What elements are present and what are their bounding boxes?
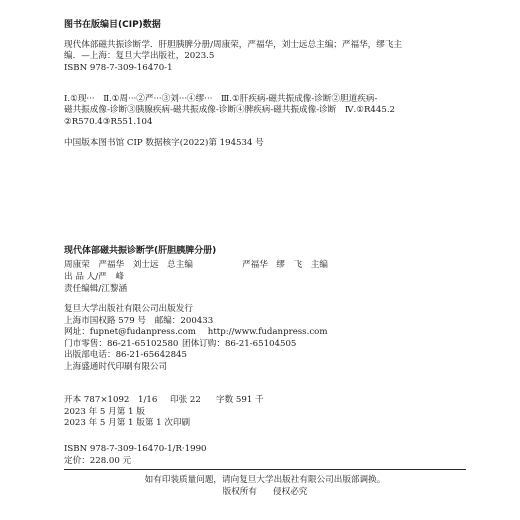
price: 定价：228.00 元 (64, 455, 132, 466)
publisher-info (64, 304, 476, 374)
author-row (64, 260, 476, 272)
group-order-phone: 团体订购：86-21-65104505 (182, 338, 297, 349)
book-credits (64, 260, 476, 296)
book-format: 开本 787×1092 1/16 (64, 395, 158, 405)
publisher-phone: 出版部电话：86-21-65642845 (64, 350, 187, 361)
cip-heading: 图书在版编目(CIP)数据 (64, 20, 161, 30)
producer-name: 严 峰 (98, 272, 124, 282)
footer-divider (64, 469, 466, 470)
cip-check-number: 中国版本图书馆 CIP 数据核字(2022)第 194534 号 (64, 138, 264, 148)
producer-label: 出 品 人/ (64, 272, 99, 282)
cip-line: 编．—上海：复旦大学出版社，2023.5 (64, 51, 215, 62)
cip-line: 现代体部磁共振诊断学．肝胆胰脾分册/周康荣，严福华，刘士远总主编；严福华，缪飞主 (64, 40, 403, 50)
cip-record (64, 40, 476, 74)
editor-row (64, 284, 476, 296)
publisher-email: fupnet@fudanpress.com (89, 327, 196, 338)
footer (64, 475, 466, 498)
cip-class-line: Ⅰ.①现··· Ⅱ.①周···②严···③刘···④缪··· Ⅲ.①肝疾病-磁共振成像-诊断②胆道疾病- (64, 94, 378, 104)
rights-notice (64, 487, 466, 499)
isbn-info (64, 444, 476, 467)
producer-row (64, 272, 476, 284)
cip-classification (64, 94, 476, 128)
cip-class-line: 磁共振成像-诊断③胰腺疾病-磁共振成像-诊断④脾疾病-磁共振成像-诊断 Ⅳ.①R445.2 (64, 105, 396, 116)
order-row (64, 339, 476, 351)
editor-name: 江黎涵 (101, 284, 128, 294)
printing-info: 2023 年 5 月第 1 版第 1 次印刷 (64, 418, 191, 429)
volume-editors: 严福华 缪 飞 主编 (242, 260, 328, 270)
retail-phone: 门市零售：86-21-65102580 (64, 338, 179, 349)
quality-notice: 如有印装质量问题，请向复旦大学出版社有限公司出版部调换。 (144, 475, 386, 485)
printed-sheets: 印张 22 (170, 395, 201, 405)
web-row (64, 327, 476, 339)
cip-isbn-line: ISBN 978-7-309-16470-1 (64, 62, 173, 73)
printer-name: 上海盛通时代印刷有限公司 (64, 361, 168, 372)
format-row (64, 395, 476, 407)
isbn-code: ISBN 978-7-309-16470-1/R·1990 (64, 444, 207, 454)
word-count: 字数 591 千 (216, 395, 264, 405)
cip-class-line: ②R570.4③R551.104 (64, 116, 153, 127)
publisher-name: 复旦大学出版社有限公司出版发行 (64, 304, 193, 314)
web-label: 网址： (64, 327, 90, 338)
general-editors: 周康荣 严福华 刘士远 总主编 (64, 260, 193, 270)
edition-info: 2023 年 5 月第 1 版 (64, 406, 145, 417)
rights-reserved: 版权所有 (222, 486, 257, 497)
book-title: 现代体部磁共振诊断学(肝胆胰脾分册) (64, 246, 217, 256)
editor-label: 责任编辑/ (64, 284, 102, 294)
piracy-warning: 侵权必究 (273, 486, 308, 497)
publisher-url: http://www.fudanpress.com (207, 327, 328, 338)
publisher-address: 上海市国权路 579 号 邮编：200433 (64, 315, 214, 326)
book-specs (64, 395, 476, 430)
